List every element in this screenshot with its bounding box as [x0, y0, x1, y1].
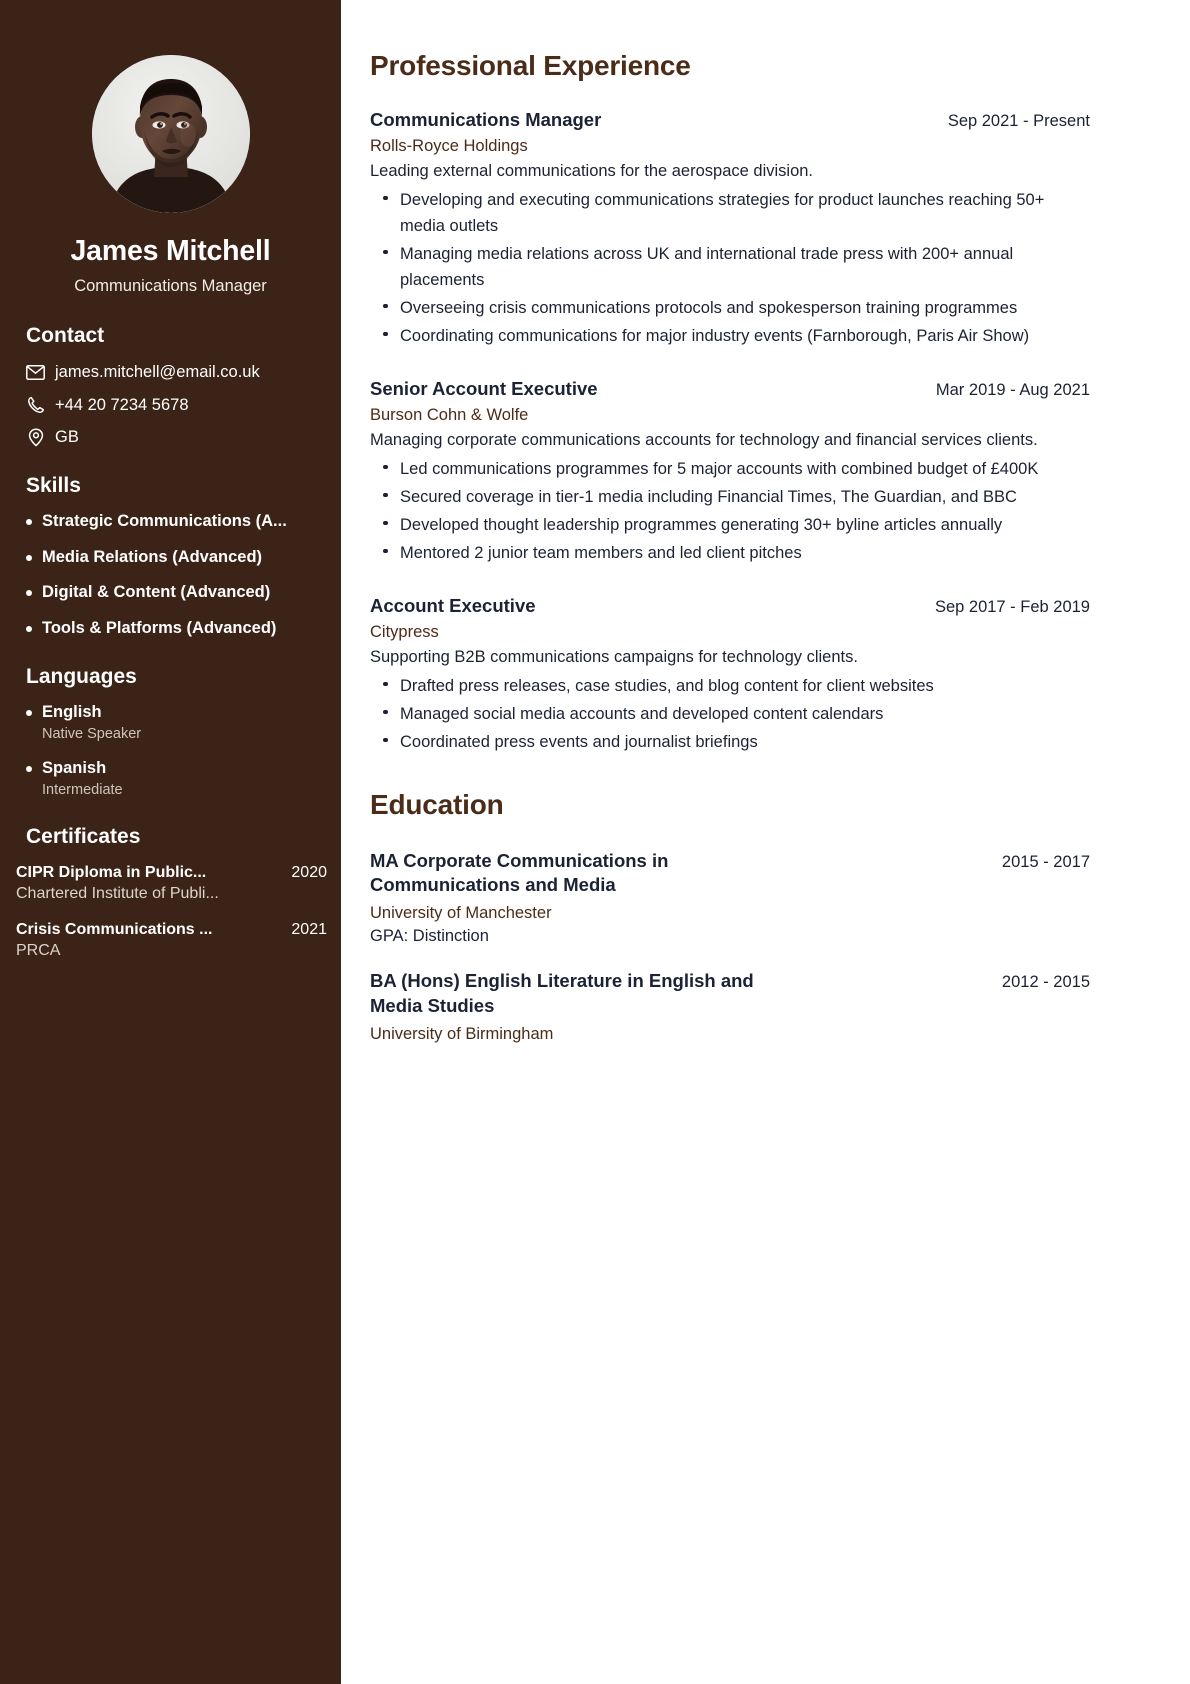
job-date: Sep 2017 - Feb 2019	[934, 597, 1090, 616]
job-title: Account Executive	[370, 594, 536, 616]
job-company: Burson Cohn & Wolfe	[370, 406, 529, 425]
job-description: Supporting B2B communications campaigns for technology clients.	[370, 647, 858, 666]
job-description: Leading external communications for the aerospace division.	[370, 161, 814, 180]
languages-section-title: Languages	[26, 665, 137, 689]
contact-email-text: james.mitchell@email.co.uk	[55, 363, 260, 381]
education-date: 2015 - 2017	[1001, 852, 1090, 871]
avatar-container	[0, 0, 341, 213]
contact-location	[26, 427, 319, 448]
education-school: University of Manchester	[370, 903, 552, 922]
job-title: Communications Manager	[370, 109, 602, 130]
certificate-item	[16, 863, 327, 904]
certificate-name: CIPR Diploma in Public...	[16, 864, 207, 882]
certificates-list	[0, 863, 341, 961]
experience-entry	[370, 594, 1090, 755]
education-degree: BA (Hons) English Literature in English and Media Studies	[370, 970, 754, 1016]
location-pin-icon	[26, 428, 45, 447]
main-content	[341, 0, 1190, 1684]
job-bullet-list	[370, 456, 1090, 566]
languages-list	[0, 703, 341, 799]
experience-entry	[370, 377, 1090, 566]
job-company: Rolls-Royce Holdings	[370, 137, 528, 156]
certificate-name: Crisis Communications ...	[16, 921, 213, 939]
language-item	[26, 759, 325, 799]
certificate-year: 2021	[291, 921, 327, 939]
bullet-dot-icon	[26, 626, 32, 632]
bullet-dot-icon	[26, 766, 32, 772]
skill-label: Tools & Platforms (Advanced)	[42, 619, 277, 638]
experience-entry	[370, 108, 1090, 349]
skill-label: Strategic Communications (A...	[42, 511, 287, 530]
certificates-section-title: Certificates	[26, 825, 141, 849]
contact-section-title: Contact	[26, 324, 105, 347]
skill-item	[26, 548, 325, 568]
job-date: Sep 2021 - Present	[947, 112, 1090, 130]
skills-section-title: Skills	[26, 473, 81, 497]
education-degree: MA Corporate Communications in Communications and Media	[370, 849, 669, 896]
contact-location-text: GB	[55, 428, 79, 447]
avatar	[92, 55, 250, 213]
portrait-photo-icon	[92, 55, 250, 213]
skill-item	[26, 583, 325, 603]
job-bullet: Coordinating communications for major industry events (Farnborough, Paris Air Show)	[370, 323, 1090, 349]
experience-section-title: Professional Experience	[370, 50, 691, 81]
job-company: Citypress	[370, 623, 439, 642]
skill-item	[26, 619, 325, 639]
job-bullet: Developed thought leadership programmes generating 30+ byline articles annually	[370, 512, 1090, 538]
language-level: Native Speaker	[42, 725, 142, 742]
job-bullet: Led communications programmes for 5 major accounts with combined budget of £400K	[370, 456, 1090, 482]
job-bullet: Coordinated press events and journalist briefings	[370, 729, 1090, 755]
education-section-title: Education	[370, 788, 504, 820]
bullet-dot-icon	[26, 519, 32, 525]
education-date: 2012 - 2015	[1001, 973, 1090, 992]
education-entry	[370, 969, 1090, 1044]
job-bullet: Secured coverage in tier-1 media including Financial Times, The Guardian, and BBC	[370, 484, 1090, 510]
skill-label: Digital & Content (Advanced)	[42, 583, 271, 602]
bullet-dot-icon	[26, 590, 32, 596]
contact-phone-text: +44 20 7234 5678	[55, 395, 189, 414]
job-bullet-list	[370, 673, 1090, 755]
language-level: Intermediate	[42, 782, 123, 799]
skill-label: Media Relations (Advanced)	[42, 547, 263, 566]
job-bullet-list	[370, 187, 1090, 349]
certificate-year: 2020	[291, 864, 327, 882]
sidebar	[0, 0, 341, 1684]
education-entry	[370, 849, 1090, 948]
job-description: Managing corporate communications accounts for technology and financial services clients.	[370, 430, 1038, 449]
certificate-issuer: Chartered Institute of Publi...	[16, 885, 219, 903]
language-name: Spanish	[42, 759, 107, 778]
job-bullet: Developing and executing communications strategies for product launches reaching 50+ media outlets	[370, 187, 1090, 239]
skills-list	[0, 512, 341, 639]
job-title: Senior Account Executive	[370, 378, 598, 399]
job-date: Mar 2019 - Aug 2021	[935, 381, 1090, 399]
education-school: University of Birmingham	[370, 1024, 554, 1043]
contact-phone[interactable]	[26, 395, 319, 416]
bullet-dot-icon	[26, 710, 32, 716]
contact-email[interactable]	[26, 362, 319, 383]
language-item	[26, 703, 325, 743]
certificate-issuer: PRCA	[16, 942, 61, 960]
job-bullet: Overseeing crisis communications protocols and spokesperson training programmes	[370, 295, 1090, 321]
envelope-icon	[26, 363, 45, 382]
skill-item	[26, 512, 325, 532]
contact-list	[0, 362, 341, 448]
language-name: English	[42, 703, 102, 722]
candidate-role: Communications Manager	[74, 277, 267, 295]
candidate-name: James Mitchell	[70, 235, 271, 267]
job-bullet: Managed social media accounts and developed content calendars	[370, 701, 1090, 727]
job-bullet: Mentored 2 junior team members and led client pitches	[370, 540, 1090, 566]
phone-icon	[26, 395, 45, 414]
education-gpa: GPA: Distinction	[370, 927, 489, 946]
bullet-dot-icon	[26, 555, 32, 561]
job-bullet: Drafted press releases, case studies, and blog content for client websites	[370, 673, 1090, 699]
job-bullet: Managing media relations across UK and international trade press with 200+ annual placements	[370, 241, 1090, 293]
certificate-item	[16, 920, 327, 961]
